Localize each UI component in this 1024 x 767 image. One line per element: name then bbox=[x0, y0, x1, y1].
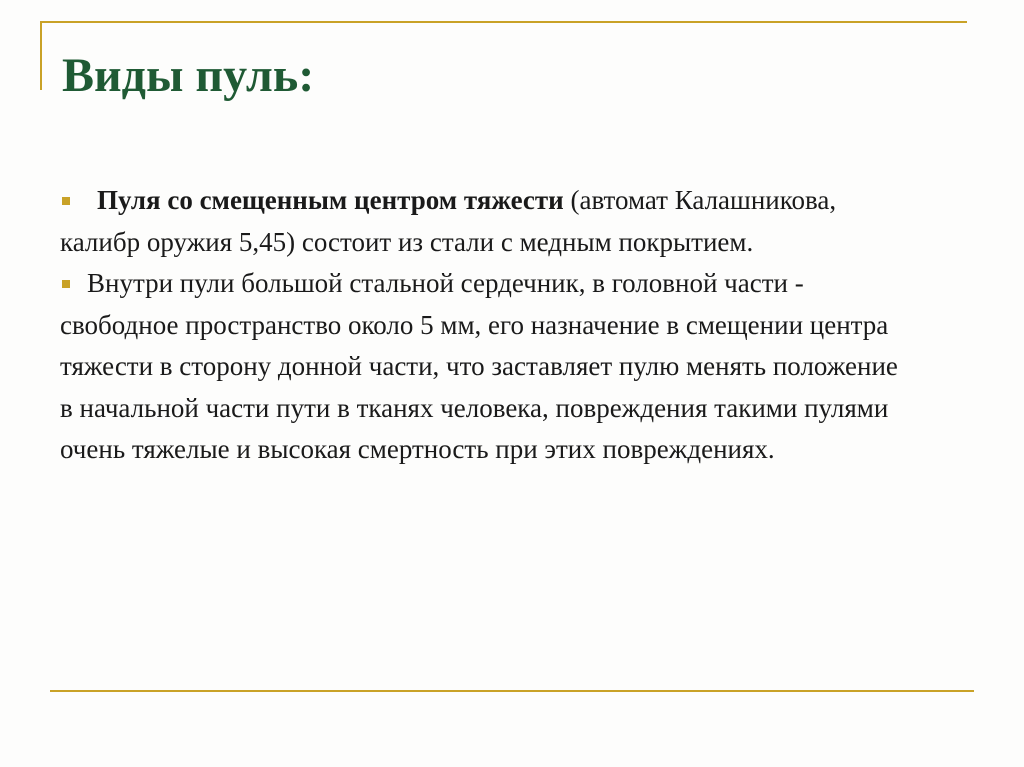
bullet-bold-lead: Пуля со смещенным центром тяжести bbox=[97, 185, 564, 215]
square-bullet-icon bbox=[62, 197, 70, 205]
left-divider-line bbox=[40, 21, 42, 90]
bullet-item bbox=[60, 263, 900, 471]
bottom-divider-line bbox=[50, 690, 974, 692]
top-divider-line bbox=[40, 21, 967, 23]
bullet-item bbox=[60, 180, 900, 263]
slide-title: Виды пуль: bbox=[62, 49, 315, 102]
square-bullet-icon bbox=[62, 280, 70, 288]
slide-content bbox=[60, 180, 900, 471]
bullet-text: (автомат Калашникова, калибр оружия 5,45) состоит из стали с медным покрытием. bbox=[60, 185, 837, 257]
bullet-text: Внутри пули большой стальной сердечник, в головной части - свободное пространство около 5 мм, его назначение в смещении центра тяжести в сторону донной части, что заставляет пулю менять положение в начальной части пути в тканях человека, повреждения такими пулями очень тяжелые и высокая смертность при этих повреждениях. bbox=[60, 268, 898, 464]
